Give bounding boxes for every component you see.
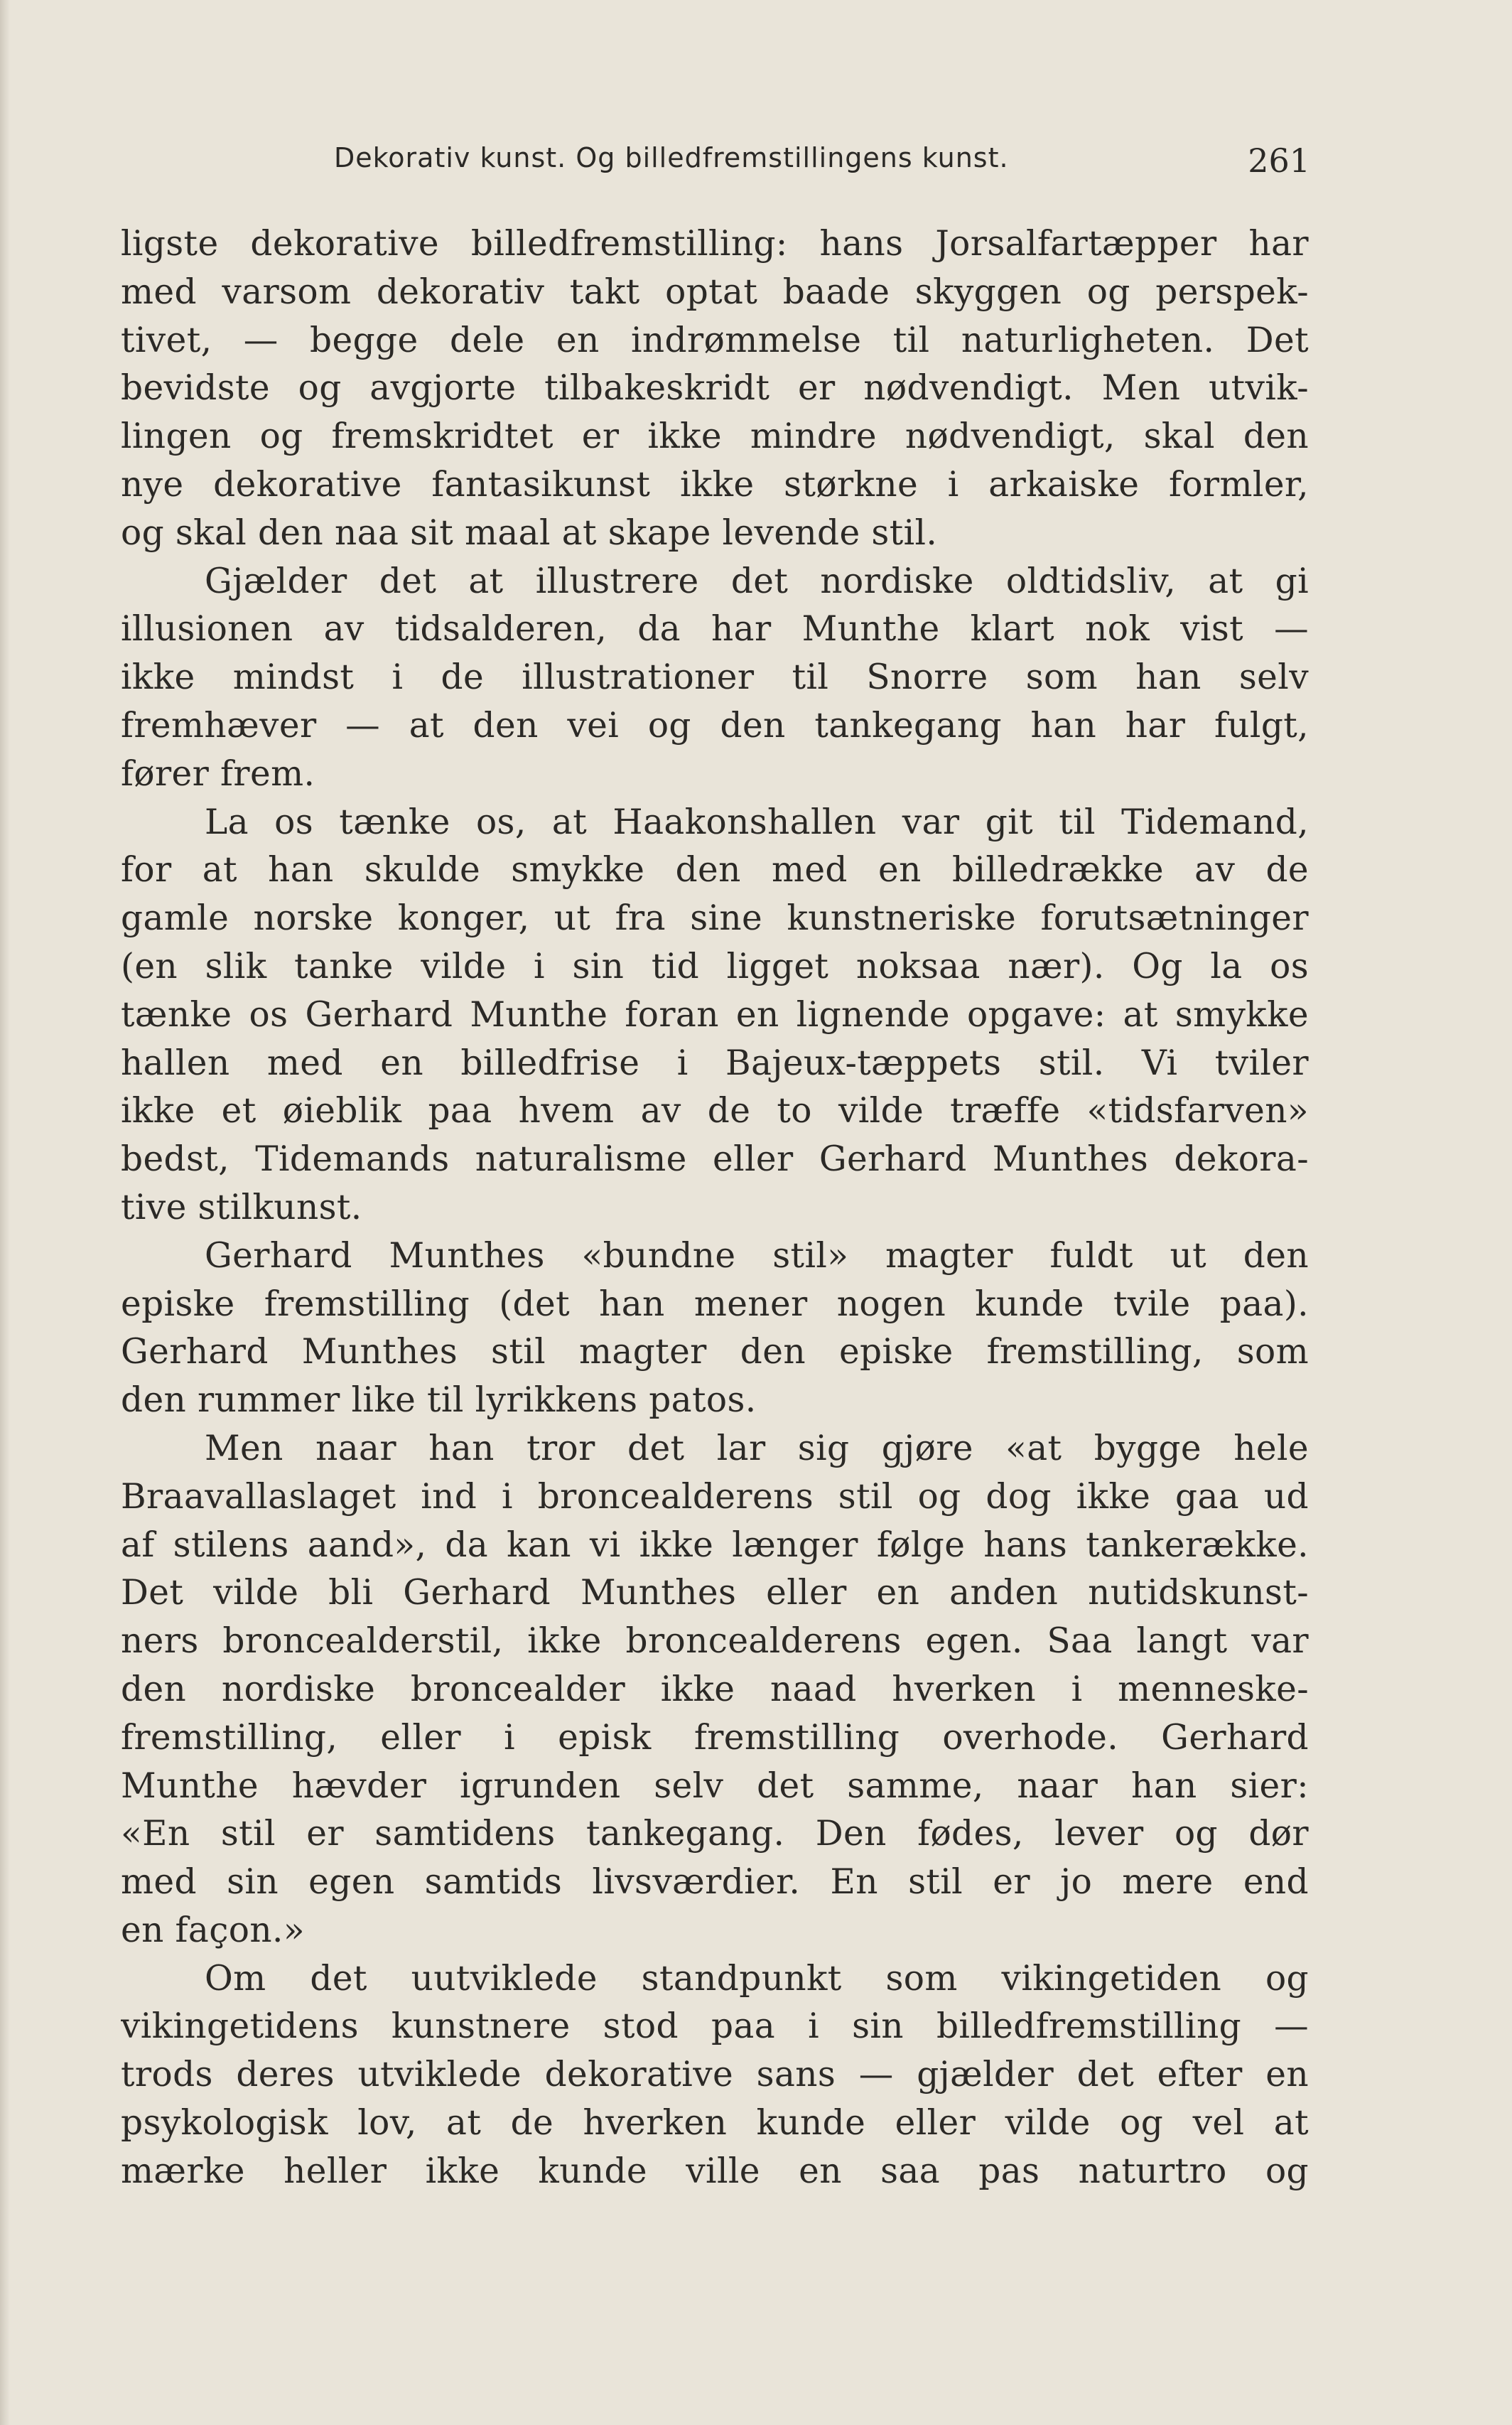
- text-line: Det vilde bli Gerhard Munthes eller en anden nutidskunst-: [121, 1573, 1309, 1613]
- text-line: fremhæver — at den vei og den tankegang han har fulgt,: [121, 705, 1309, 746]
- text-line: illusionen av tidsalderen, da har Munthe klart nok vist —: [121, 609, 1309, 650]
- text-line: ners broncealderstil, ikke broncealderens egen. Saa langt var: [121, 1621, 1309, 1662]
- text-line: fører frem.: [121, 753, 315, 794]
- text-line: ikke et øieblik paa hvem av de to vilde træffe «tidsfarven»: [121, 1091, 1309, 1131]
- page-number: 261: [1248, 141, 1310, 180]
- text-line: tive stilkunst.: [121, 1187, 362, 1227]
- text-line: med sin egen samtids livsværdier. En stil er jo mere end: [121, 1862, 1309, 1903]
- text-line: (en slik tanke vilde i sin tid ligget noksaa nær). Og la os: [121, 946, 1309, 986]
- text-line: tivet, — begge dele en indrømmelse til naturligheten. Det: [121, 320, 1309, 360]
- text-line: bevidste og avgjorte tilbakeskridt er nødvendigt. Men utvik-: [121, 368, 1309, 409]
- text-line: La os tænke os, at Haakonshallen var git til Tidemand,: [205, 802, 1309, 842]
- text-line: Munthe hævder igrunden selv det samme, naar han sier:: [121, 1765, 1309, 1806]
- page-edge: [0, 0, 10, 2425]
- body-text: [121, 220, 1309, 2196]
- text-line: vikingetidens kunstnere stod paa i sin billedfremstilling —: [121, 2006, 1309, 2047]
- text-line: for at han skulde smykke den med en billedrække av de: [121, 850, 1309, 891]
- text-line: med varsom dekorativ takt optat baade skyggen og perspek-: [121, 271, 1309, 312]
- running-head: [334, 136, 1310, 186]
- text-line: en façon.»: [121, 1910, 305, 1950]
- text-line: bedst, Tidemands naturalisme eller Gerhard Munthes dekora-: [121, 1139, 1309, 1180]
- text-line: tænke os Gerhard Munthe foran en lignende opgave: at smykke: [121, 994, 1309, 1035]
- text-line: af stilens aand», da kan vi ikke længer følge hans tankerække.: [121, 1525, 1309, 1565]
- text-line: Om det uutviklede standpunkt som vikingetiden og: [205, 1958, 1309, 1999]
- text-line: den rummer like til lyrikkens patos.: [121, 1380, 757, 1421]
- text-line: nye dekorative fantasikunst ikke størkne i arkaiske formler,: [121, 464, 1309, 505]
- text-line: fremstilling, eller i episk fremstilling overhode. Gerhard: [121, 1717, 1309, 1758]
- text-line: Gjælder det at illustrere det nordiske oldtidsliv, at gi: [205, 561, 1309, 601]
- text-line: den nordiske broncealder ikke naad hverken i menneske-: [121, 1669, 1309, 1709]
- text-line: «En stil er samtidens tankegang. Den fødes, lever og dør: [121, 1814, 1309, 1854]
- text-line: lingen og fremskridtet er ikke mindre nødvendigt, skal den: [121, 416, 1309, 457]
- running-title: Dekorativ kunst. Og billedfremstillingens kunst.: [334, 142, 1009, 173]
- text-line: episke fremstilling (det han mener nogen kunde tvile paa).: [121, 1284, 1309, 1324]
- text-line: Gerhard Munthes «bundne stil» magter fuldt ut den: [205, 1235, 1309, 1276]
- text-line: ikke mindst i de illustrationer til Snorre som han selv: [121, 657, 1309, 698]
- text-line: Gerhard Munthes stil magter den episke fremstilling, som: [121, 1332, 1309, 1372]
- text-line: gamle norske konger, ut fra sine kunstneriske forutsætninger: [121, 898, 1309, 939]
- text-line: Men naar han tror det lar sig gjøre «at bygge hele: [205, 1428, 1309, 1468]
- text-line: trods deres utviklede dekorative sans — gjælder det efter en: [121, 2055, 1309, 2095]
- text-line: ligste dekorative billedfremstilling: hans Jorsalfartæpper har: [121, 224, 1309, 264]
- text-line: psykologisk lov, at de hverken kunde eller vilde og vel at: [121, 2103, 1309, 2144]
- text-line: og skal den naa sit maal at skape levende stil.: [121, 512, 938, 553]
- text-line: hallen med en billedfrise i Bajeux-tæppets stil. Vi tviler: [121, 1043, 1309, 1083]
- text-line: mærke heller ikke kunde ville en saa pas naturtro og: [121, 2151, 1309, 2191]
- text-line: Braavallaslaget ind i broncealderens stil og dog ikke gaa ud: [121, 1476, 1309, 1517]
